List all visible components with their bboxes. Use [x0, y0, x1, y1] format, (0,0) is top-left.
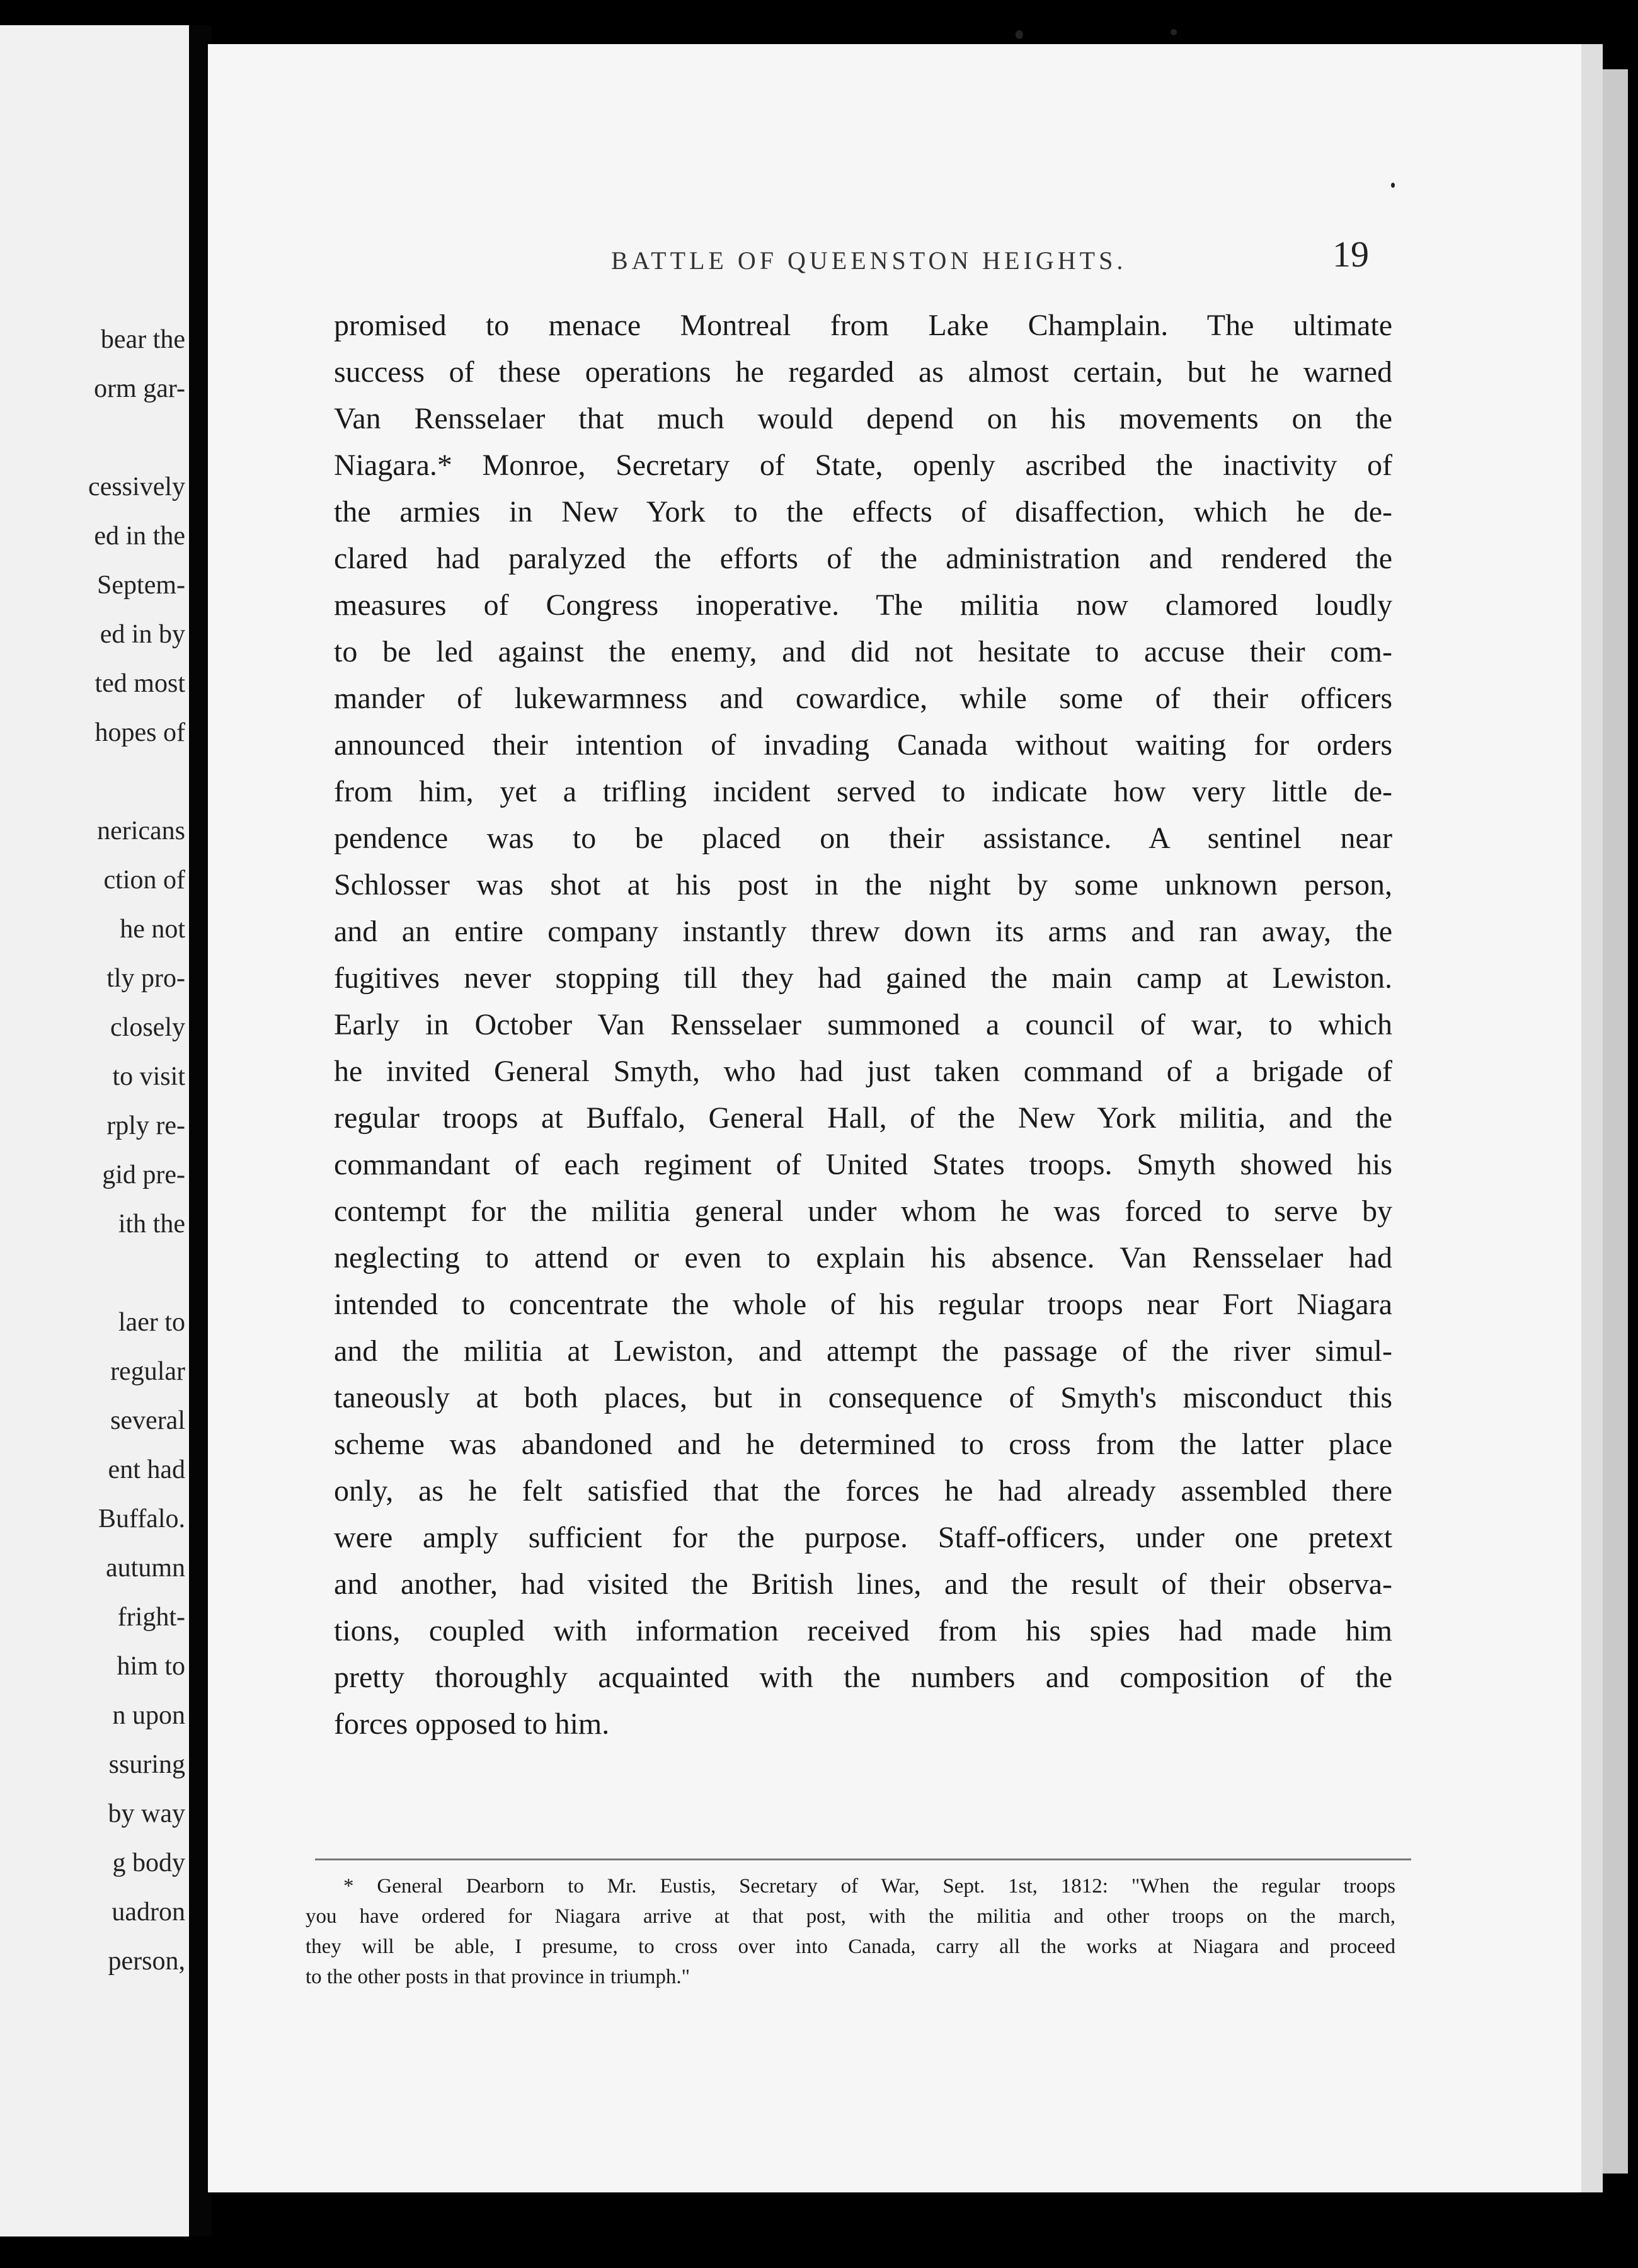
footnote-line: * General Dearborn to Mr. Eustis, Secretary of War, Sept. 1st, 1812: "When the regular troops	[343, 1875, 1395, 1898]
facing-line: tly pro-	[106, 964, 185, 993]
facing-line: autumn	[106, 1554, 185, 1583]
text-line: pretty thoroughly acquainted with the numbers and composition of the	[334, 1661, 1392, 1694]
facing-line: cessively	[88, 472, 185, 501]
page-number: 19	[1332, 234, 1369, 275]
facing-line: gid pre-	[102, 1160, 185, 1189]
facing-line: Septem-	[97, 571, 185, 600]
book-page	[208, 44, 1603, 2192]
text-line: clared had paralyzed the efforts of the administration and rendered the	[334, 542, 1392, 575]
line-gap	[88, 413, 185, 462]
facing-line: regular	[110, 1357, 185, 1386]
facing-line: g body	[112, 1848, 185, 1877]
text-line: Niagara.* Monroe, Secretary of State, openly ascribed the inactivity of	[334, 449, 1392, 482]
facing-page-text	[88, 315, 185, 1986]
footnote	[306, 1871, 1395, 1992]
facing-line: him to	[117, 1652, 185, 1681]
facing-line: several	[110, 1406, 185, 1435]
scan-speck	[1171, 29, 1177, 35]
text-line: success of these operations he regarded as almost certain, but he warned	[334, 355, 1392, 389]
line-gap	[88, 757, 185, 806]
facing-line: Buffalo.	[98, 1504, 185, 1533]
text-line: promised to menace Montreal from Lake Champlain. The ultimate	[334, 309, 1392, 342]
facing-line: uadron	[112, 1898, 185, 1927]
text-line: scheme was abandoned and he determined to cross from the latter place	[334, 1428, 1392, 1461]
text-line: commandant of each regiment of United States troops. Smyth showed his	[334, 1148, 1392, 1181]
facing-line: he not	[120, 915, 185, 944]
text-line: he invited General Smyth, who had just taken command of a brigade of	[334, 1055, 1392, 1088]
text-line: pendence was to be placed on their assistance. A sentinel near	[334, 822, 1392, 855]
text-line: mander of lukewarmness and cowardice, while some of their officers	[334, 682, 1392, 715]
line-gap	[88, 1249, 185, 1298]
text-line: fugitives never stopping till they had gained the main camp at Lewiston.	[334, 961, 1392, 995]
facing-page	[0, 25, 189, 2236]
text-line: and another, had visited the British lines, and the result of their observa-	[334, 1567, 1392, 1601]
footnote-line: they will be able, I presume, to cross over into Canada, carry all the works at Niagara and proceed	[306, 1935, 1395, 1958]
facing-line: ssuring	[108, 1750, 185, 1779]
text-line: Schlosser was shot at his post in the night by some unknown person,	[334, 868, 1392, 902]
text-line: to be led against the enemy, and did not hesitate to accuse their com-	[334, 635, 1392, 668]
facing-line: ent had	[108, 1455, 185, 1484]
text-line: Early in October Van Rensselaer summoned a council of war, to which	[334, 1008, 1392, 1041]
facing-line: hopes of	[94, 718, 185, 747]
facing-line: ed in by	[100, 620, 185, 649]
running-head: BATTLE OF QUEENSTON HEIGHTS.	[611, 246, 1127, 275]
footnote-rule	[315, 1858, 1411, 1860]
text-line: tions, coupled with information received from his spies had made him	[334, 1614, 1392, 1647]
scan-speck	[1391, 183, 1395, 188]
text-line: neglecting to attend or even to explain his absence. Van Rensselaer had	[334, 1241, 1392, 1274]
facing-line: person,	[108, 1947, 185, 1976]
facing-line: fright-	[117, 1603, 185, 1632]
facing-line: ction of	[103, 866, 185, 895]
facing-line: nericans	[97, 816, 185, 845]
footnote-line: to the other posts in that province in triumph."	[306, 1966, 690, 1988]
facing-line: rply re-	[106, 1111, 185, 1140]
scan-speck	[1016, 30, 1023, 39]
facing-line: closely	[110, 1013, 185, 1042]
facing-line: ed in the	[94, 522, 185, 551]
text-line: measures of Congress inoperative. The militia now clamored loudly	[334, 588, 1392, 622]
text-line: from him, yet a trifling incident served to indicate how very little de-	[334, 775, 1392, 808]
text-line: regular troops at Buffalo, General Hall, of the New York militia, and the	[334, 1101, 1392, 1135]
facing-line: ith the	[118, 1210, 185, 1239]
page-edge	[1603, 69, 1628, 2174]
text-line: and an entire company instantly threw down its arms and ran away, the	[334, 915, 1392, 948]
facing-line: by way	[108, 1799, 185, 1828]
facing-line: orm gar-	[94, 374, 185, 403]
text-line: contempt for the militia general under whom he was forced to serve by	[334, 1194, 1392, 1228]
facing-line: to visit	[112, 1062, 185, 1091]
text-line: only, as he felt satisfied that the forces he had already assembled there	[334, 1474, 1392, 1508]
text-line: Van Rensselaer that much would depend on his movements on the	[334, 402, 1392, 435]
body-text	[334, 302, 1392, 1748]
text-line: forces opposed to him.	[334, 1707, 610, 1741]
text-line: intended to concentrate the whole of his regular troops near Fort Niagara	[334, 1288, 1392, 1321]
text-line: announced their intention of invading Canada without waiting for orders	[334, 728, 1392, 762]
text-line: taneously at both places, but in consequence of Smyth's misconduct this	[334, 1381, 1392, 1414]
text-line: and the militia at Lewiston, and attempt the passage of the river simul-	[334, 1334, 1392, 1368]
text-line: were amply sufficient for the purpose. Staff-officers, under one pretext	[334, 1521, 1392, 1554]
facing-line: ted most	[94, 669, 185, 698]
footnote-line: you have ordered for Niagara arrive at that post, with the militia and other troops on the march,	[306, 1905, 1395, 1928]
facing-line: n upon	[112, 1701, 185, 1730]
text-line: the armies in New York to the effects of disaffection, which he de-	[334, 495, 1392, 529]
facing-line: laer to	[118, 1308, 185, 1337]
facing-line: bear the	[100, 325, 185, 354]
